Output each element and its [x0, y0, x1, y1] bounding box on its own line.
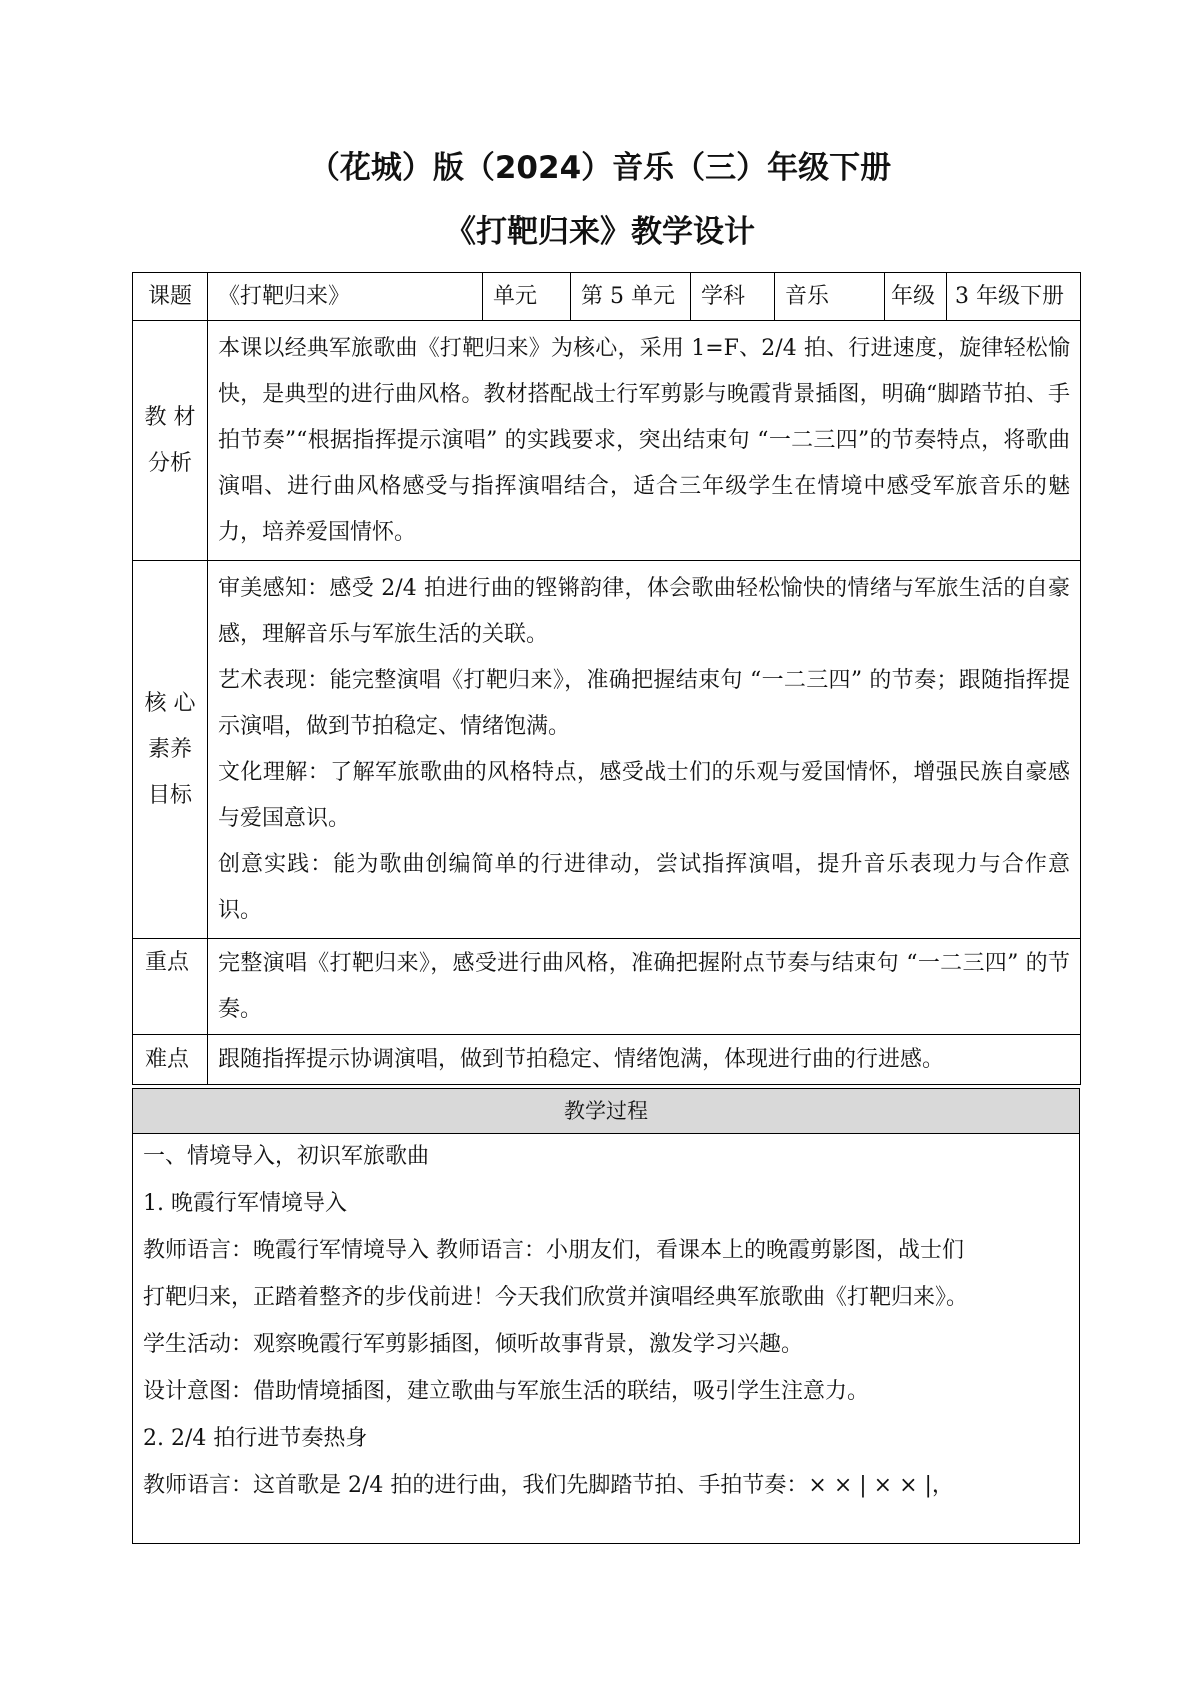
key-point-text: 完整演唱《打靶归来》，感受进行曲风格，准确把握附点节奏与结束句 “一二三四” 的节奏。: [208, 939, 1081, 1035]
process-step-heading: 1. 晚霞行军情境导入: [143, 1191, 347, 1216]
goals-label: [133, 561, 208, 939]
goals-row: [133, 561, 1081, 939]
key-point-label: 重点: [133, 939, 208, 1035]
analysis-label-line1: 教 材: [144, 404, 196, 430]
goal-art-expression: 艺术表现：能完整演唱《打靶归来》，准确把握结束句 “一二三四” 的节奏；跟随指挥提示演唱，做到节拍稳定、情绪饱满。: [218, 667, 1070, 739]
analysis-label: [133, 321, 208, 561]
analysis-label-line2: 分析: [147, 450, 192, 476]
process-step-heading: 2. 2/4 拍行进节奏热身: [143, 1426, 368, 1451]
analysis-row: [133, 321, 1081, 561]
course-label: 课题: [133, 273, 208, 321]
process-section-heading: 一、情境导入，初识军旅歌曲: [143, 1144, 430, 1169]
goals-label-line3: 目标: [147, 782, 192, 808]
analysis-text: 本课以经典军旅歌曲《打靶归来》为核心，采用 1=F、2/4 拍、行进速度，旋律轻松愉快，是典型的进行曲风格。教材搭配战士行军剪影与晚霞背景插图，明确“脚踏节拍、手拍节奏”“根据指挥提示演唱” 的实践要求，突出结束句 “一二三四”的节奏特点，将歌曲演唱、进行曲风格感受与指挥演唱结合，适合三年级学生在情境中感受军旅音乐的魅力，培养爱国情怀。: [208, 321, 1081, 561]
goals-label-line2: 素养: [147, 736, 192, 762]
grade-value: 3 年级下册: [947, 273, 1081, 321]
document-title: （花城）版（2024）音乐（三）年级下册: [308, 150, 892, 186]
difficulty-label: 难点: [133, 1035, 208, 1085]
process-content: [132, 1133, 1080, 1544]
course-value: 《打靶归来》: [208, 273, 483, 321]
process-paragraph: 打靶归来，正踏着整齐的步伐前进！今天我们欣赏并演唱经典军旅歌曲《打靶归来》。: [143, 1285, 969, 1310]
goal-creative-practice: 创意实践：能为歌曲创编简单的行进律动，尝试指挥演唱，提升音乐表现力与合作意识。: [218, 851, 1070, 923]
grade-label: 年级: [885, 273, 947, 321]
header-row: [133, 273, 1081, 321]
difficulty-text: 跟随指挥提示协调演唱，做到节拍稳定、情绪饱满，体现进行曲的行进感。: [208, 1035, 1081, 1085]
goal-cultural-understanding: 文化理解：了解军旅歌曲的风格特点，感受战士们的乐观与爱国情怀，增强民族自豪感与爱国意识。: [218, 759, 1070, 831]
subject-label: 学科: [691, 273, 775, 321]
goals-text: [208, 561, 1081, 939]
process-paragraph: 教师语言：这首歌是 2/4 拍的进行曲，我们先脚踏节拍、手拍节奏：× × | × × |，: [143, 1473, 954, 1498]
lesson-info-table: [132, 272, 1081, 1085]
key-point-row: [133, 939, 1081, 1035]
unit-label: 单元: [483, 273, 571, 321]
difficulty-row: [133, 1035, 1081, 1085]
unit-value: 第 5 单元: [571, 273, 691, 321]
process-paragraph: 教师语言：晚霞行军情境导入 教师语言：小朋友们，看课本上的晚霞剪影图，战士们: [143, 1238, 964, 1263]
process-header: 教学过程: [132, 1088, 1080, 1134]
document-subtitle: 《打靶归来》教学设计: [445, 214, 755, 250]
goals-label-line1: 核 心: [144, 690, 196, 716]
process-paragraph: 学生活动：观察晚霞行军剪影插图，倾听故事背景，激发学习兴趣。: [143, 1332, 804, 1357]
goal-aesthetic: 审美感知：感受 2/4 拍进行曲的铿锵韵律，体会歌曲轻松愉快的情绪与军旅生活的自豪感，理解音乐与军旅生活的关联。: [218, 575, 1070, 647]
subject-value: 音乐: [775, 273, 885, 321]
process-paragraph: 设计意图：借助情境插图，建立歌曲与军旅生活的联结，吸引学生注意力。: [143, 1379, 870, 1404]
